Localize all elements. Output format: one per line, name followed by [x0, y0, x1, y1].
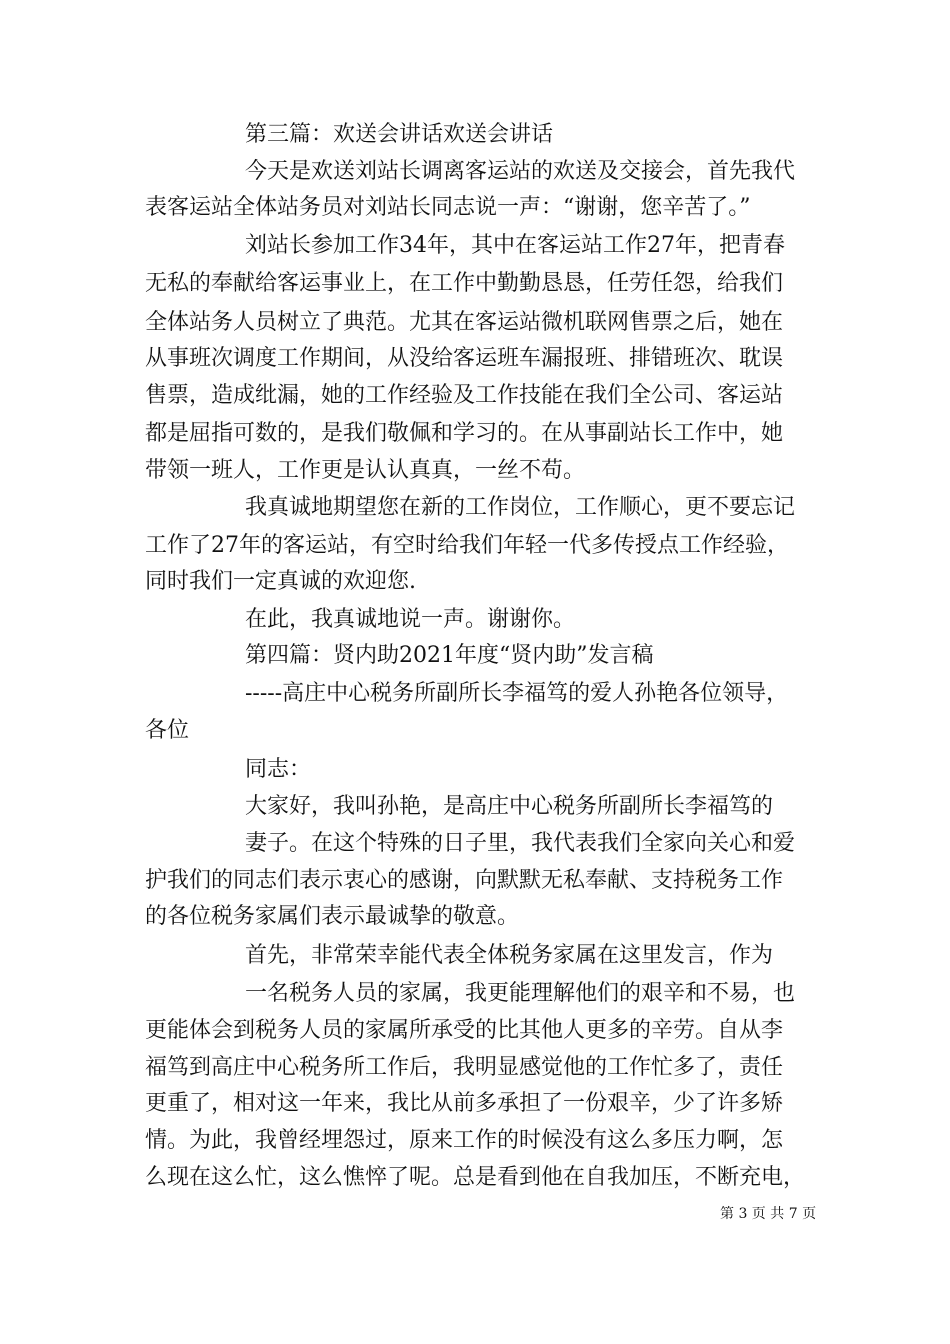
text-line: 同志：: [245, 757, 312, 782]
text-line: 福笃到高庄中心税务所工作后，我明显感觉他的工作忙多了，责任: [145, 1055, 784, 1080]
section-heading: 第三篇：欢送会讲话欢送会讲话: [245, 122, 554, 147]
text-line: 妻子。在这个特殊的日子里，我代表我们全家向关心和爱: [245, 831, 796, 856]
text-line: 在此，我真诚地说一声。谢谢你。: [245, 607, 576, 632]
text-line: 从事班次调度工作期间，从没给客运班车漏报班、排错班次、耽误: [145, 346, 784, 371]
text-line: 更重了，相对这一年来，我比从前多承担了一份艰辛，少了许多矫: [145, 1091, 784, 1116]
text-line: 首先，非常荣幸能代表全体税务家属在这里发言，作为: [245, 943, 774, 968]
text-line: 表客运站全体站务员对刘站长同志说一声：“谢谢，您辛苦了。”: [145, 195, 751, 220]
text-line: 工作了27年的客运站，有空时给我们年轻一代多传授点工作经验，: [145, 533, 789, 558]
text-line: 大家好，我叫孙艳，是高庄中心税务所副所长李福笃的: [245, 794, 774, 819]
text-line: -----高庄中心税务所副所长李福笃的爱人孙艳各位领导，: [245, 681, 789, 706]
text-line: 的各位税务家属们表示最诚挚的敬意。: [145, 904, 520, 929]
text-line: 更能体会到税务人员的家属所承受的比其他人更多的辛劳。自从李: [145, 1018, 784, 1043]
text-line: 刘站长参加工作34年，其中在客运站工作27年，把青春: [245, 233, 785, 258]
text-line: 全体站务人员树立了典范。尤其在客运站微机联网售票之后，她在: [145, 310, 784, 335]
page-footer: 第 3 页 共 7 页: [720, 1206, 817, 1222]
text-line: 无私的奉献给客运事业上，在工作中勤勤恳恳，任劳任怨，给我们: [145, 271, 784, 296]
text-line: 售票，造成纰漏，她的工作经验及工作技能在我们全公司、客运站: [145, 383, 784, 408]
section-heading: 第四篇：贤内助2021年度“贤内助”发言稿: [245, 643, 654, 668]
text-line: 带领一班人，工作更是认认真真，一丝不苟。: [145, 458, 586, 483]
text-line: 各位: [145, 718, 190, 743]
text-line: 同时我们一定真诚的欢迎您.: [145, 569, 416, 594]
text-line: 我真诚地期望您在新的工作岗位，工作顺心，更不要忘记: [245, 495, 796, 520]
text-line: 护我们的同志们表示衷心的感谢，向默默无私奉献、支持税务工作: [145, 868, 784, 893]
text-line: 都是屈指可数的，是我们敬佩和学习的。在从事副站长工作中，她: [145, 421, 784, 446]
text-line: 一名税务人员的家属，我更能理解他们的艰辛和不易，也: [245, 981, 796, 1006]
text-line: 么现在这么忙，这么憔悴了呢。总是看到他在自我加压，不断充电，: [145, 1165, 806, 1190]
text-line: 今天是欢送刘站长调离客运站的欢送及交接会，首先我代: [245, 159, 796, 184]
text-line: 情。为此，我曾经埋怨过，原来工作的时候没有这么多压力啊，怎: [145, 1128, 784, 1153]
